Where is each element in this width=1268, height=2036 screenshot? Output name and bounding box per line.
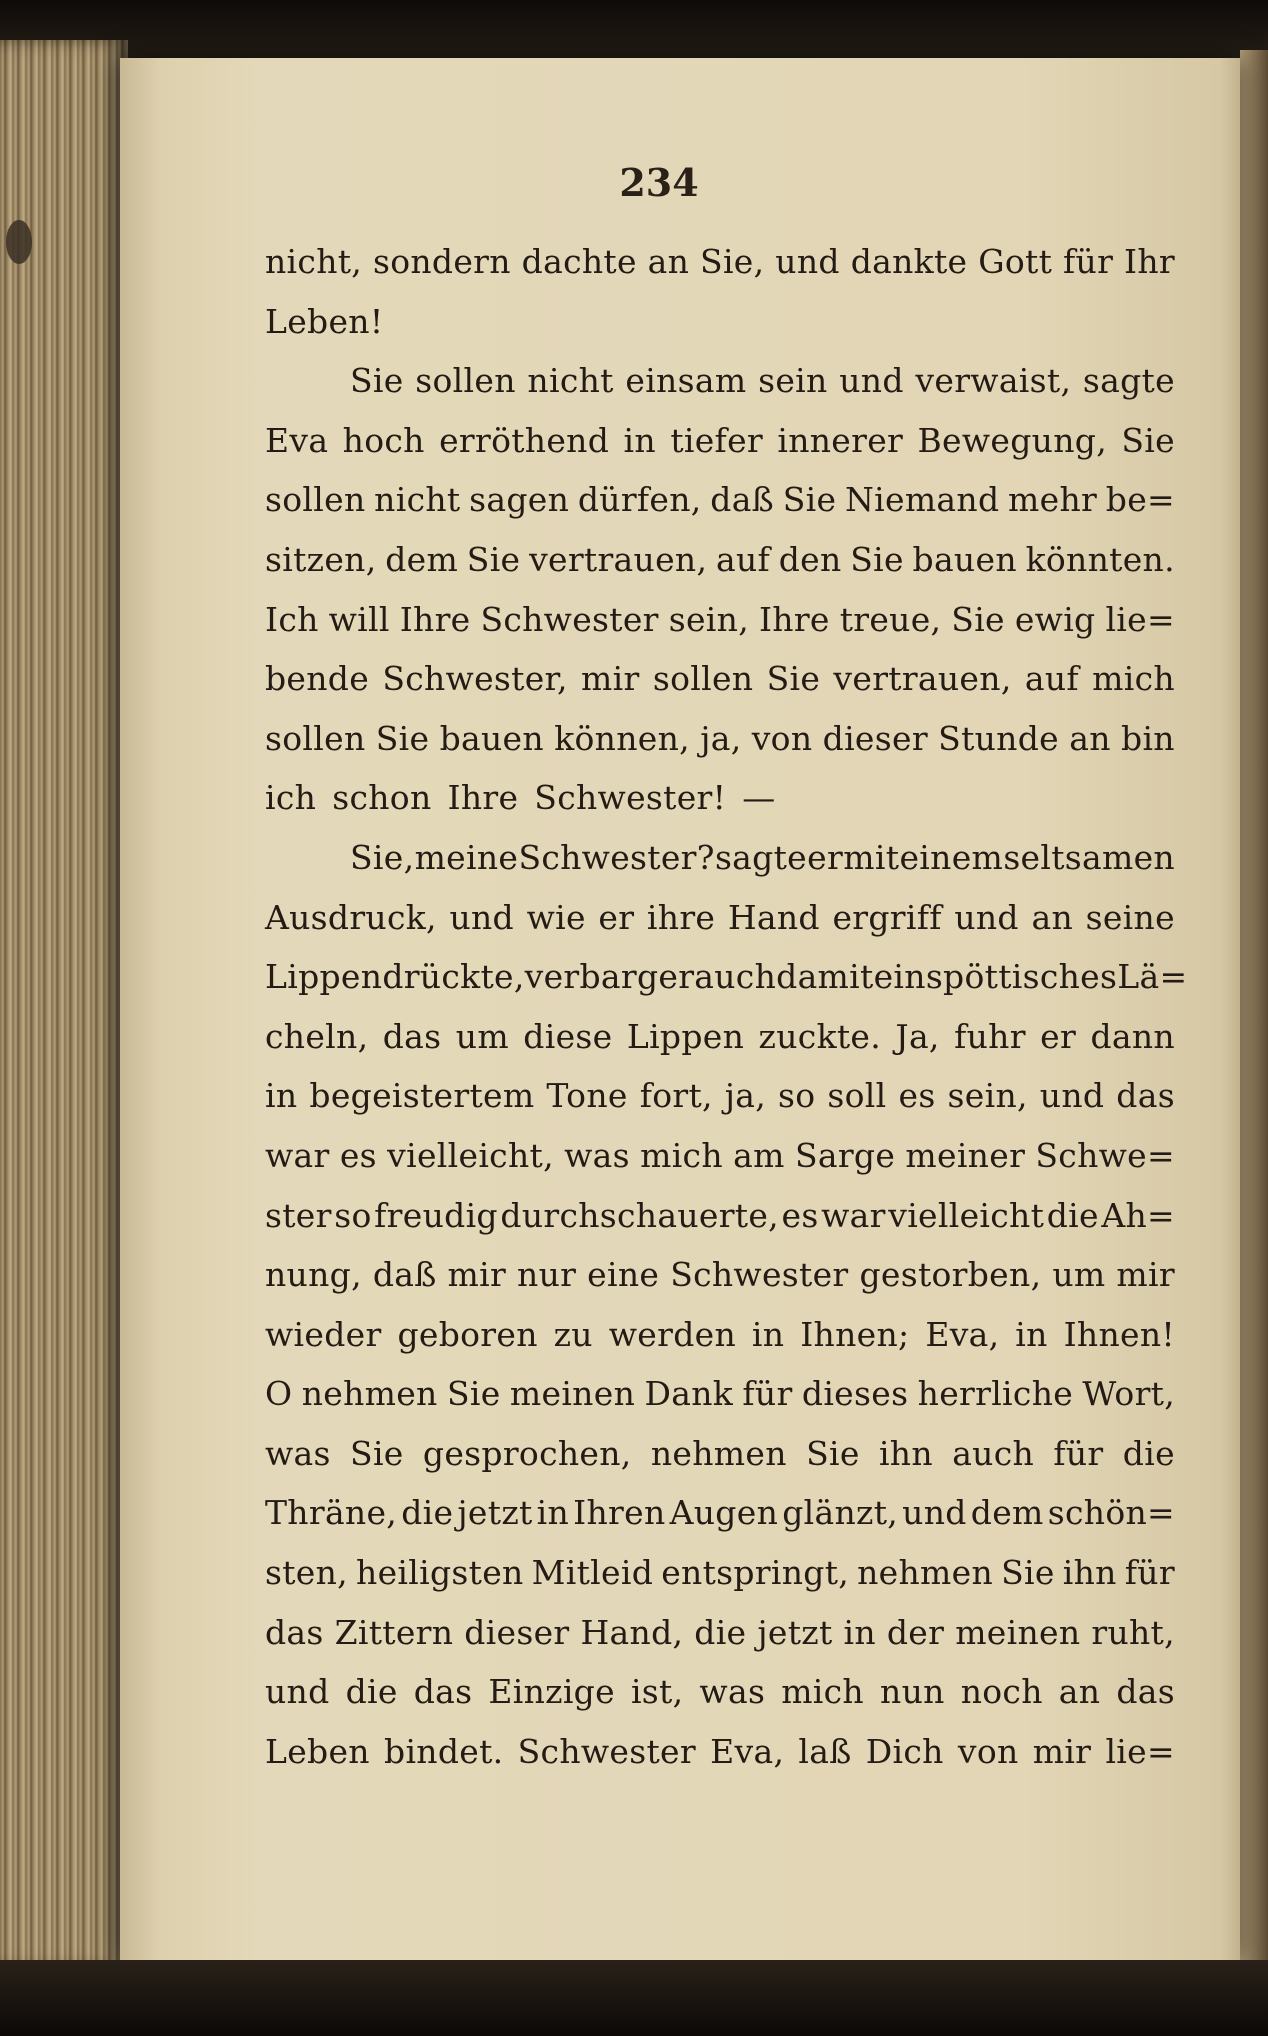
word: für [742,1374,793,1414]
word: es [339,1135,377,1175]
text-line [265,957,1188,1017]
word: Schwester [517,1731,696,1771]
word: schön= [1047,1493,1175,1533]
word: in [1015,1314,1048,1354]
word: zuckte. [758,1016,882,1056]
word: meiner [905,1135,1026,1175]
text-line [265,1732,1175,1792]
word: ist, [630,1672,684,1712]
word: ruht, [1091,1612,1175,1652]
word: durchschauerte, [500,1195,779,1235]
word: mir [581,659,640,699]
stain-mark [6,220,32,264]
word: erröthend [439,420,610,460]
word: mich [1092,659,1175,699]
word: das [1116,1672,1175,1712]
word: Bewegung, [917,420,1107,460]
word: vielleicht, [387,1135,554,1175]
word: heiligsten [356,1553,524,1593]
word: dem [385,539,459,579]
word: Leben! [265,301,384,341]
text-line [265,1017,1175,1077]
word: innerer [777,420,904,460]
word: Thräne, [265,1493,398,1533]
text-line [265,719,1175,779]
word: ergriff [832,897,942,937]
word: von [957,1731,1019,1771]
word: Augen [669,1493,779,1533]
word: verbarg [524,957,659,997]
text-line [265,1136,1175,1196]
word: vertrauen, [529,539,708,579]
text-line [265,1672,1175,1732]
word: Ihnen; [800,1314,910,1354]
word: sein, [668,599,749,639]
word: war [265,1135,330,1175]
word: bauen [439,718,544,758]
word: so [334,1195,372,1235]
word: dem [970,1493,1044,1533]
word: für [1124,1553,1175,1593]
word: sollen [265,718,366,758]
word: Schwester, [382,659,568,699]
word: mich [640,1135,723,1175]
word: dann [1090,1016,1175,1056]
word: nicht [527,361,614,401]
word: Stunde [938,718,1059,758]
word: werden [608,1314,737,1354]
text-line [265,838,1175,898]
word: bauen [912,539,1017,579]
word: Ja, [895,1016,940,1056]
word: treue, [839,599,942,639]
page-edges [0,40,128,1970]
word: sein, [947,1076,1028,1116]
word: sondern [372,242,511,281]
word: Sarge [794,1135,896,1175]
word: und [449,897,514,937]
word: vielleicht [888,1195,1045,1235]
word: sten, [265,1553,348,1593]
word: Ihre [399,599,471,639]
word: Sie [375,718,430,758]
word: Sie [350,1433,404,1473]
word: die [1046,1195,1099,1235]
text-line [265,242,1175,302]
page-number: 234 [619,160,699,205]
word: zu [553,1314,593,1354]
word: Sie [1121,420,1175,460]
word: Sie [782,480,837,520]
word: nicht, [265,242,363,281]
word: er [598,897,635,937]
word: Eva [265,420,329,460]
word: mit [843,837,900,877]
word: sagte [1082,361,1175,401]
word: sollen [265,480,366,520]
word: mich [781,1672,864,1712]
word: Sie [1001,1553,1055,1593]
word: das [413,1672,473,1712]
word: Eva, [710,1731,785,1771]
word: dachte [521,242,637,281]
word: er [807,837,844,877]
word: Niemand [844,480,1000,520]
word: für [1063,242,1114,281]
word: Zittern [334,1612,454,1652]
word: Ihr [1124,242,1175,281]
word: sitzen, [265,539,377,579]
word: nun [880,1672,945,1712]
word: begeistertem [309,1076,535,1116]
word: die [401,1493,454,1533]
word: gestorben, [859,1255,1042,1295]
word: soll [827,1076,887,1116]
word: auch [952,1433,1035,1473]
text-line [265,1493,1175,1553]
word: an [647,242,690,281]
word: daß [710,480,775,520]
word: O [265,1374,293,1414]
word: ster [265,1195,332,1235]
word: dürfen, [577,480,702,520]
word: können, [554,718,690,758]
word: die [1122,1433,1175,1473]
word: dieses [801,1374,909,1414]
word: es [898,1076,936,1116]
word: Sie [951,599,1005,639]
word: nicht [374,480,461,520]
bottom-shadow [0,1960,1268,2036]
word: das [1116,1076,1175,1116]
word: freudig [374,1195,498,1235]
word: in [623,420,656,460]
body-text [265,242,1188,1791]
word: Hand, [580,1612,684,1652]
word: nur [517,1255,577,1295]
word: um [455,1016,509,1056]
word: Schwester? [518,837,715,877]
word: hoch [342,420,425,460]
word: die [345,1672,398,1712]
text-line [265,1196,1175,1256]
word: lie= [1105,1731,1175,1771]
word: dankte [850,242,968,281]
word: sagte [714,837,807,877]
word: und [265,1672,330,1712]
word: Sie [446,1374,501,1414]
word: am [733,1135,785,1175]
word: einem [899,837,1004,877]
word: noch [960,1672,1043,1712]
word: bende [265,659,370,699]
word: Sie, [350,837,415,877]
word: Hand [727,897,820,937]
right-page-edge [1240,50,1268,1970]
word: Tone [546,1076,628,1116]
word: und [839,361,904,401]
word: ja, [700,718,742,758]
word: nehmen [301,1374,438,1414]
word: meine [414,837,519,877]
word: be= [1105,480,1175,520]
word: nehmen [857,1553,994,1593]
word: so [778,1076,816,1116]
word: was [699,1672,766,1712]
text-line [265,1374,1175,1434]
word: es [781,1195,819,1235]
word: ja, [724,1076,767,1116]
word: Sie [766,659,821,699]
word: Lä= [1117,957,1188,997]
word: Ihren [573,1493,666,1533]
word: den [778,539,842,579]
word: Ich [265,599,319,639]
word: ich [265,778,317,818]
word: Sie [806,1433,860,1473]
word: und [954,897,1019,937]
word: Schwester! [534,778,727,818]
text-line [265,659,1175,719]
word: lie= [1105,599,1175,639]
word: die [694,1612,747,1652]
word: verwaist, [915,361,1072,401]
word: für [1053,1433,1104,1473]
word: auf [1024,659,1079,699]
word: Sie, [700,242,765,281]
word: Lippen [626,1016,745,1056]
word: Sie [850,539,904,579]
word: dieser [464,1612,570,1652]
text-line [265,1553,1175,1613]
word: er [658,957,695,997]
word: in [536,1493,570,1533]
word: dieser [822,718,928,758]
word: Ihre [447,778,519,818]
word: will [328,599,390,639]
word: Schwester [480,599,659,639]
text-line [265,898,1175,958]
word: spöttisches [925,957,1118,997]
word: er [1040,1016,1077,1056]
word: jetzt [757,1612,833,1652]
word: sagen [469,480,570,520]
word: Schwester [670,1255,849,1295]
word: das [382,1016,442,1056]
word: in [265,1076,298,1116]
word: auf [715,539,771,579]
word: laß [798,1731,852,1771]
word: was [564,1135,630,1175]
word: und [775,242,840,281]
word: diese [523,1016,613,1056]
word: Eva, [925,1314,1000,1354]
text-line [265,1076,1175,1136]
word: Sie [350,361,404,401]
word: entspringt, [661,1553,850,1593]
text-line [265,778,1175,838]
word: Sie [466,539,521,579]
word: ewig [1014,599,1096,639]
word: Dank [644,1374,734,1414]
word: ihre [646,897,716,937]
text-line [265,1613,1175,1673]
word: nung, [265,1255,362,1295]
word: in [843,1612,876,1652]
word: an [1069,718,1111,758]
word: Ihre [758,599,830,639]
word: fuhr [954,1016,1026,1056]
text-line [265,540,1175,600]
text-line [265,302,1175,362]
word: ihn [878,1433,933,1473]
text-line [265,480,1175,540]
word: gesprochen, [422,1433,632,1473]
word: sein [758,361,828,401]
word: mir [447,1255,507,1295]
word: — [742,778,776,818]
word: mir [1032,1731,1092,1771]
word: seltsamen [1003,837,1175,877]
word: eine [587,1255,660,1295]
word: schon [332,778,432,818]
word: herrliche [917,1374,1074,1414]
word: könnten. [1025,539,1175,579]
word: einsam [625,361,747,401]
word: cheln, [265,1016,369,1056]
word: Gott [978,242,1053,281]
word: Ausdruck, [265,897,437,937]
word: der [886,1612,945,1652]
word: Leben [265,1731,370,1771]
word: geboren [397,1314,538,1354]
word: glänzt, [782,1493,899,1533]
word: sollen [652,659,754,699]
word: damit [776,957,874,997]
word: Lippen [265,957,383,997]
text-line [265,1255,1175,1315]
word: Mitleid [531,1553,654,1593]
text-line [265,600,1175,660]
word: drückte, [382,957,525,997]
word: das [265,1612,324,1652]
word: fort, [639,1076,713,1116]
word: was [265,1433,331,1473]
text-line [265,361,1175,421]
word: war [821,1195,886,1235]
word: nehmen [650,1433,787,1473]
word: seine [1085,897,1175,937]
word: um [1052,1255,1106,1295]
word: wieder [265,1314,382,1354]
word: und [902,1493,967,1533]
word: vertrauen, [833,659,1012,699]
word: auch [694,957,777,997]
word: an [1031,897,1073,937]
word: Ihnen! [1063,1314,1175,1354]
word: Wort, [1082,1374,1175,1414]
word: an [1058,1672,1101,1712]
word: daß [372,1255,437,1295]
word: Schwe= [1035,1135,1175,1175]
word: Ah= [1101,1195,1175,1235]
word: jetzt [457,1493,533,1533]
word: bindet. [384,1731,504,1771]
word: und [1039,1076,1105,1116]
word: in [751,1314,785,1354]
word: Einzige [488,1672,615,1712]
word: von [751,718,813,758]
text-line [265,421,1175,481]
word: sollen [415,361,516,401]
word: tiefer [670,420,763,460]
text-line [265,1315,1175,1375]
word: bin [1121,718,1175,758]
word: ein [873,957,926,997]
text-line [265,1434,1175,1494]
word: Dich [865,1731,944,1771]
word: meinen [955,1612,1081,1652]
word: wie [526,897,586,937]
word: mehr [1008,480,1098,520]
word: mir [1116,1255,1175,1295]
word: meinen [509,1374,636,1414]
word: ihn [1062,1553,1117,1593]
